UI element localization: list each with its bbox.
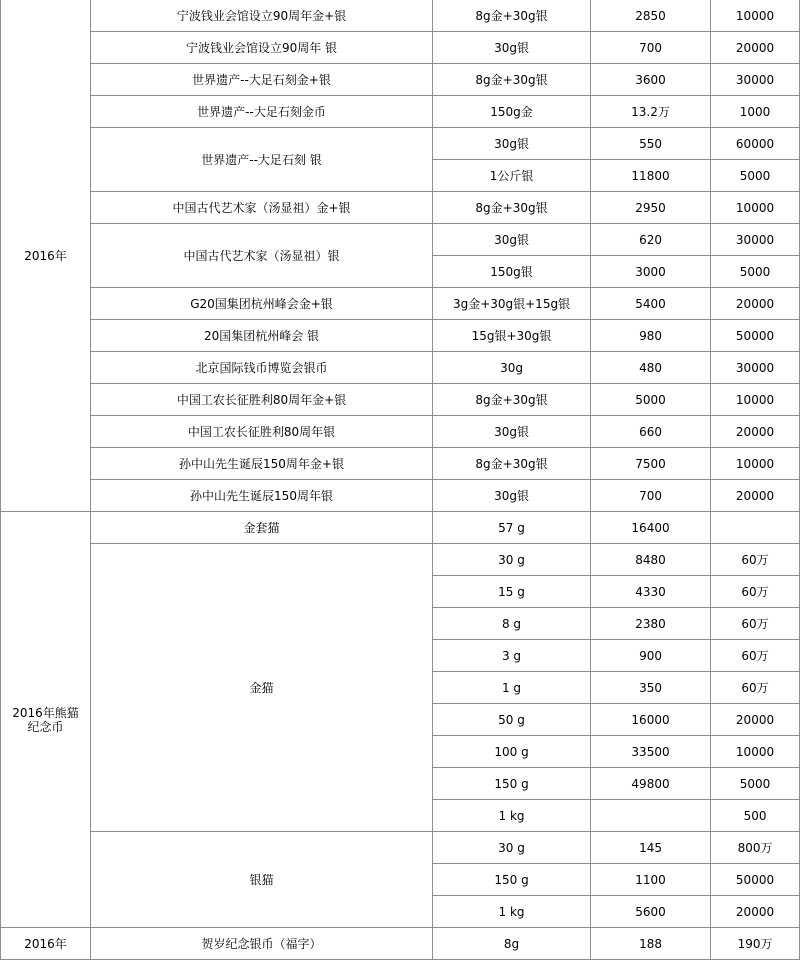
price-cell: 16000 xyxy=(591,704,711,736)
coin-name-cell: 宁波钱业会馆设立90周年 银 xyxy=(91,32,433,64)
mintage-cell: 60万 xyxy=(711,544,800,576)
table-row xyxy=(1,448,800,480)
spec-cell: 30g银 xyxy=(433,32,591,64)
spec-cell: 150 g xyxy=(433,864,591,896)
price-cell: 2850 xyxy=(591,0,711,32)
spec-cell: 100 g xyxy=(433,736,591,768)
table-body xyxy=(1,0,800,960)
table-row xyxy=(1,928,800,960)
coin-name-cell: 金套猫 xyxy=(91,512,433,544)
mintage-cell: 500 xyxy=(711,800,800,832)
coin-name-cell: 20国集团杭州峰会 银 xyxy=(91,320,433,352)
spec-cell: 30 g xyxy=(433,544,591,576)
table-row xyxy=(1,192,800,224)
mintage-cell: 20000 xyxy=(711,480,800,512)
spec-cell: 30g xyxy=(433,352,591,384)
table-row xyxy=(1,128,800,160)
mintage-cell: 60000 xyxy=(711,128,800,160)
coin-name-cell: 贺岁纪念银币（福字） xyxy=(91,928,433,960)
mintage-cell: 60万 xyxy=(711,672,800,704)
mintage-cell: 20000 xyxy=(711,288,800,320)
price-cell: 188 xyxy=(591,928,711,960)
table-row xyxy=(1,0,800,32)
table-row xyxy=(1,832,800,864)
price-cell: 16400 xyxy=(591,512,711,544)
spec-cell: 8g金+30g银 xyxy=(433,192,591,224)
price-cell: 2380 xyxy=(591,608,711,640)
spec-cell: 150g金 xyxy=(433,96,591,128)
mintage-cell: 20000 xyxy=(711,32,800,64)
spec-cell: 8g金+30g银 xyxy=(433,448,591,480)
coin-name-cell: 孙中山先生诞辰150周年金+银 xyxy=(91,448,433,480)
price-cell: 49800 xyxy=(591,768,711,800)
price-cell: 900 xyxy=(591,640,711,672)
table-row xyxy=(1,224,800,256)
mintage-cell: 30000 xyxy=(711,64,800,96)
spec-cell: 8g金+30g银 xyxy=(433,384,591,416)
spec-cell: 30g银 xyxy=(433,480,591,512)
mintage-cell: 10000 xyxy=(711,192,800,224)
mintage-cell: 800万 xyxy=(711,832,800,864)
mintage-cell: 60万 xyxy=(711,640,800,672)
spec-cell: 57 g xyxy=(433,512,591,544)
mintage-cell: 10000 xyxy=(711,384,800,416)
coin-name-cell: 孙中山先生诞辰150周年银 xyxy=(91,480,433,512)
spec-cell: 1公斤银 xyxy=(433,160,591,192)
spec-cell: 15 g xyxy=(433,576,591,608)
mintage-cell: 50000 xyxy=(711,320,800,352)
spec-cell: 1 g xyxy=(433,672,591,704)
mintage-cell: 5000 xyxy=(711,768,800,800)
price-cell: 480 xyxy=(591,352,711,384)
table-row xyxy=(1,384,800,416)
spec-cell: 30 g xyxy=(433,832,591,864)
coin-name-cell: 银猫 xyxy=(91,832,433,928)
price-cell: 2950 xyxy=(591,192,711,224)
price-cell: 980 xyxy=(591,320,711,352)
spec-cell: 30g银 xyxy=(433,224,591,256)
price-cell: 5600 xyxy=(591,896,711,928)
table-row xyxy=(1,544,800,576)
coin-name-cell: 宁波钱业会馆设立90周年金+银 xyxy=(91,0,433,32)
mintage-cell: 50000 xyxy=(711,864,800,896)
price-cell: 350 xyxy=(591,672,711,704)
coin-name-cell: 中国古代艺术家（汤显祖）金+银 xyxy=(91,192,433,224)
spec-cell: 30g银 xyxy=(433,416,591,448)
year-cell: 2016年 xyxy=(1,928,91,960)
table-row xyxy=(1,480,800,512)
spec-cell: 1 kg xyxy=(433,800,591,832)
mintage-cell: 1000 xyxy=(711,96,800,128)
price-cell: 145 xyxy=(591,832,711,864)
price-cell: 13.2万 xyxy=(591,96,711,128)
year-cell: 2016年熊猫纪念币 xyxy=(1,512,91,928)
mintage-cell: 5000 xyxy=(711,160,800,192)
coin-name-cell: 中国工农长征胜利80周年银 xyxy=(91,416,433,448)
coin-name-cell: 北京国际钱币博览会银币 xyxy=(91,352,433,384)
price-cell: 5000 xyxy=(591,384,711,416)
spec-cell: 8g金+30g银 xyxy=(433,64,591,96)
table-row xyxy=(1,352,800,384)
mintage-cell: 20000 xyxy=(711,704,800,736)
mintage-cell: 30000 xyxy=(711,224,800,256)
spec-cell: 15g银+30g银 xyxy=(433,320,591,352)
price-cell: 7500 xyxy=(591,448,711,480)
price-cell: 4330 xyxy=(591,576,711,608)
table-row xyxy=(1,96,800,128)
spec-cell: 8g金+30g银 xyxy=(433,0,591,32)
coin-name-cell: G20国集团杭州峰会金+银 xyxy=(91,288,433,320)
spec-cell: 50 g xyxy=(433,704,591,736)
price-cell: 1100 xyxy=(591,864,711,896)
table-row xyxy=(1,32,800,64)
spec-cell: 8g xyxy=(433,928,591,960)
table-row xyxy=(1,320,800,352)
mintage-cell: 10000 xyxy=(711,736,800,768)
price-cell: 8480 xyxy=(591,544,711,576)
mintage-cell: 60万 xyxy=(711,576,800,608)
table-row xyxy=(1,512,800,544)
mintage-cell xyxy=(711,512,800,544)
coin-name-cell: 世界遗产--大足石刻金币 xyxy=(91,96,433,128)
price-cell: 660 xyxy=(591,416,711,448)
price-cell: 620 xyxy=(591,224,711,256)
price-cell: 11800 xyxy=(591,160,711,192)
spec-cell: 3 g xyxy=(433,640,591,672)
spec-cell: 150g银 xyxy=(433,256,591,288)
spec-cell: 30g银 xyxy=(433,128,591,160)
coin-name-cell: 金猫 xyxy=(91,544,433,832)
table-row xyxy=(1,416,800,448)
price-cell xyxy=(591,800,711,832)
spec-cell: 1 kg xyxy=(433,896,591,928)
mintage-cell: 30000 xyxy=(711,352,800,384)
price-cell: 33500 xyxy=(591,736,711,768)
coin-name-cell: 中国工农长征胜利80周年金+银 xyxy=(91,384,433,416)
mintage-cell: 60万 xyxy=(711,608,800,640)
price-cell: 700 xyxy=(591,480,711,512)
table-row xyxy=(1,288,800,320)
table-row xyxy=(1,64,800,96)
price-cell: 700 xyxy=(591,32,711,64)
mintage-cell: 5000 xyxy=(711,256,800,288)
price-cell: 3000 xyxy=(591,256,711,288)
year-cell: 2016年 xyxy=(1,0,91,512)
mintage-cell: 190万 xyxy=(711,928,800,960)
mintage-cell: 10000 xyxy=(711,0,800,32)
mintage-cell: 20000 xyxy=(711,416,800,448)
mintage-cell: 20000 xyxy=(711,896,800,928)
spec-cell: 8 g xyxy=(433,608,591,640)
coin-name-cell: 世界遗产--大足石刻金+银 xyxy=(91,64,433,96)
spec-cell: 150 g xyxy=(433,768,591,800)
price-cell: 550 xyxy=(591,128,711,160)
price-cell: 3600 xyxy=(591,64,711,96)
coin-name-cell: 中国古代艺术家（汤显祖）银 xyxy=(91,224,433,288)
price-cell: 5400 xyxy=(591,288,711,320)
coin-name-cell: 世界遗产--大足石刻 银 xyxy=(91,128,433,192)
mintage-cell: 10000 xyxy=(711,448,800,480)
spec-cell: 3g金+30g银+15g银 xyxy=(433,288,591,320)
